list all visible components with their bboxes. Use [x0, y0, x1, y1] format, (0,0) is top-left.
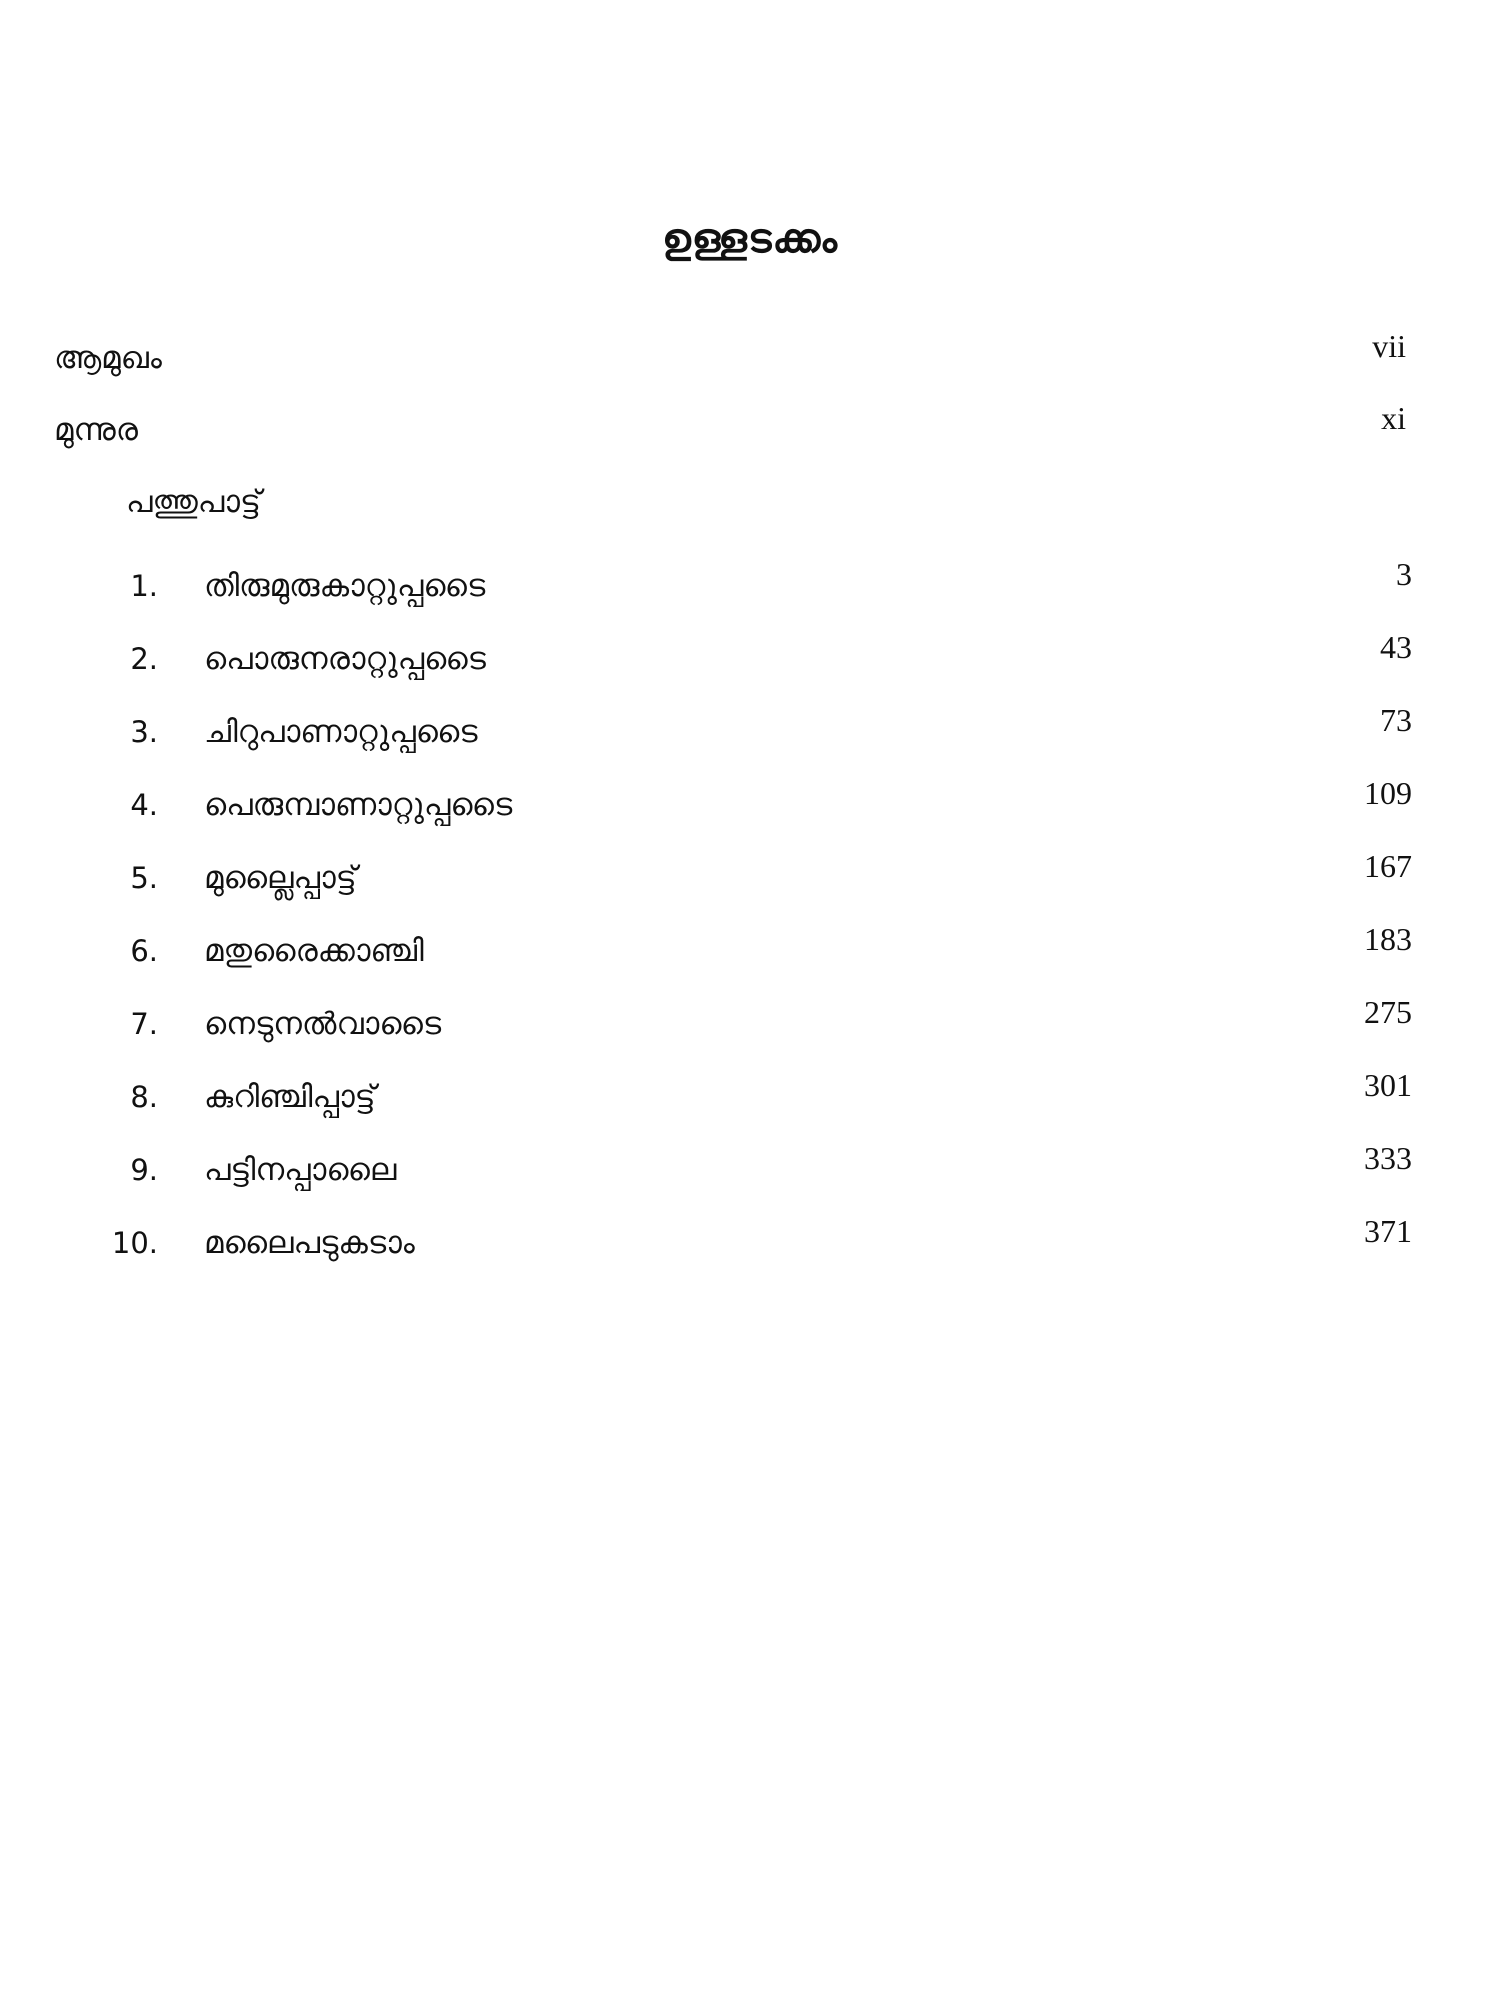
page-number: xi: [1381, 400, 1406, 436]
page-number: 167: [1364, 848, 1412, 884]
entry-title: നെടുനൽവാടൈ: [204, 1006, 442, 1042]
entry-title: തിരുമുരുകാറ്റുപ്പടൈ: [204, 568, 486, 604]
entry-number: 1.: [130, 569, 158, 603]
page-number: 183: [1364, 921, 1412, 957]
toc-entry: [0, 1140, 1500, 1208]
toc-entry: [0, 1213, 1500, 1281]
toc-entry: [0, 556, 1500, 624]
section-heading: പത്തുപാട്ട്: [126, 484, 261, 520]
entry-title: പെരുമ്പാണാറ്റുപ്പടൈ: [204, 787, 513, 823]
toc-entry: [0, 629, 1500, 697]
entry-number: 3.: [130, 715, 158, 749]
toc-entry: [0, 702, 1500, 770]
toc-entry: [0, 848, 1500, 916]
entry-number: 7.: [130, 1007, 158, 1041]
page-number: 73: [1380, 702, 1412, 738]
page-number: 109: [1364, 775, 1412, 811]
page-number: 3: [1396, 556, 1412, 592]
entry-title: പൊരുനരാറ്റുപ്പടൈ: [204, 641, 486, 677]
entry-title: മുല്ലൈപ്പാട്ട്: [204, 860, 357, 896]
toc-entry: [0, 994, 1500, 1062]
entry-title: മലൈപടുകടാം: [204, 1225, 415, 1261]
front-matter-label: മുന്നുര: [54, 412, 138, 448]
entry-title: പട്ടിനപ്പാലൈ: [204, 1152, 397, 1188]
entry-number: 8.: [130, 1080, 158, 1114]
page-number: 275: [1364, 994, 1412, 1030]
entry-number: 4.: [130, 788, 158, 822]
entry-number: 9.: [130, 1153, 158, 1187]
page-number: 371: [1364, 1213, 1412, 1249]
front-matter-row-foreword: [0, 400, 1500, 468]
toc-entry: [0, 921, 1500, 989]
entry-title: കുറിഞ്ചിപ്പാട്ട്: [204, 1079, 376, 1115]
entry-title: മതുരൈക്കാഞ്ചി: [204, 933, 424, 969]
page-number: 43: [1380, 629, 1412, 665]
toc-entry: [0, 775, 1500, 843]
entry-title: ചിറുപാണാറ്റുപ്പടൈ: [204, 714, 478, 750]
entry-number: 2.: [130, 642, 158, 676]
page-title: ഉള്ളടക്കം: [661, 216, 839, 262]
page-number: vii: [1372, 328, 1406, 364]
page-number: 301: [1364, 1067, 1412, 1103]
toc-entry: [0, 1067, 1500, 1135]
entry-number: 6.: [130, 934, 158, 968]
section-heading-row: [0, 480, 1500, 540]
entry-number: 5.: [130, 861, 158, 895]
page-number: 333: [1364, 1140, 1412, 1176]
entry-number: 10.: [111, 1226, 158, 1260]
front-matter-row-preface: [0, 328, 1500, 396]
front-matter-label: ആമുഖം: [54, 340, 162, 376]
